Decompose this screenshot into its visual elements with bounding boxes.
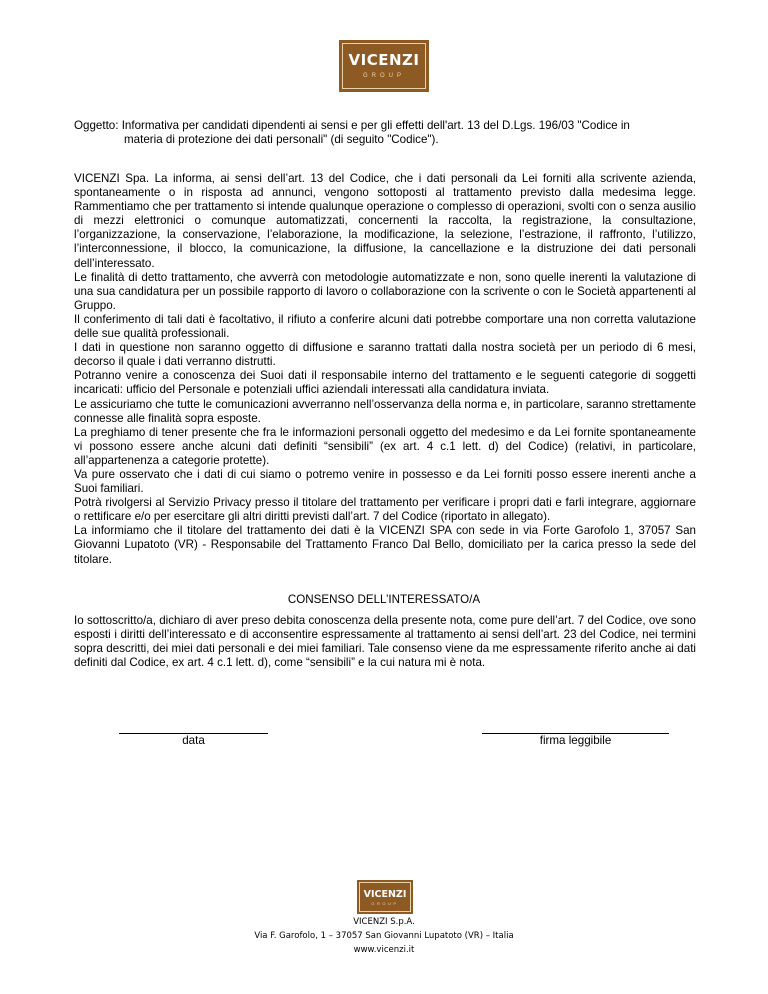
paragraph: Potrà rivolgersi al Servizio Privacy presso il titolare del trattamento per verificare i propri dati e farli integrare, aggiornare o rettificare e/o per esercitare gli altri diritti previsti dall’art. 7 del Codice (riportato in allegato).: [74, 496, 696, 524]
subject-line-2: materia di protezione dei dati personali" (di seguito "Codice").: [124, 133, 439, 146]
logo-brand: VICENZI: [348, 51, 420, 69]
vicenzi-logo: [339, 40, 429, 92]
footer-address: Via F. Garofolo, 1 – 37057 San Giovanni Lupatoto (VR) – Italia: [254, 931, 514, 941]
footer-logo-brand: VICENZI: [363, 888, 407, 900]
footer-website[interactable]: www.vicenzi.it: [353, 945, 415, 955]
paragraph: Potranno venire a conoscenza dei Suoi dati il responsabile interno del trattamento e le seguenti categorie di soggetti incaricati: ufficio del Personale e potenziali uffici aziendali interessati alla candidatura inviata.: [74, 369, 696, 397]
paragraph: La preghiamo di tener presente che fra le informazioni personali oggetto del medesimo e da Lei fornite spontaneamente vi possono essere anche alcuni dati definiti “sensibili” (ex art. 4 c.1 lett. d) del Codice) (relativi, in particolare, all’appartenenza a categorie protette).: [74, 425, 696, 467]
paragraph: Le assicuriamo che tutte le comunicazioni avverranno nell’osservanza della norma e, in particolare, saranno strettamente connesse alle finalità sopra esposte.: [74, 397, 696, 425]
signature-label: firma leggibile: [539, 734, 612, 747]
paragraph: Il conferimento di tali dati è facoltativo, il rifiuto a conferire alcuni dati potrebbe comportare una non corretta valutazione delle sue qualità professionali.: [74, 312, 696, 341]
paragraph: I dati in questione non saranno oggetto di diffusione e saranno trattati dalla nostra società per un periodo di 6 mesi, decorso il quale i dati verranno distrutti.: [74, 341, 696, 369]
consent-text: Io sottoscritto/a, dichiaro di aver preso debita conoscenza della presente nota, come pure dell’art. 7 del Codice, ove sono esposti i diritti dell’interessato e di acconsentire espressamente al trattamento ai sensi dell’art. 23 del Codice, nei termini sopra descritti, dei miei dati personali e dei miei familiari. Tale consenso viene da me espressamente riferito anche ai dati definiti dal Codice, ex art. 4 c.1 lett. d), come “sensibili” e la cui natura mi è nota.: [74, 614, 696, 670]
informativa-body: [74, 172, 696, 567]
paragraph: Le finalità di detto trattamento, che avverrà con metodologie automatizzate e non, sono quelle inerenti la valutazione di una sua candidatura per un possibile rapporto di lavoro o collaborazione con la scrivente o con le Società appartenenti al Gruppo.: [74, 270, 696, 312]
subject-line-1: Oggetto: Informativa per candidati dipendenti ai sensi e per gli effetti dell'art. 13 del D.Lgs. 196/03 "Codice in: [74, 119, 630, 132]
logo-group: GROUP: [362, 73, 405, 79]
footer-logo-group: GROUP: [371, 900, 399, 906]
footer-company: VICENZI S.p.A.: [353, 917, 415, 927]
date-label: data: [182, 734, 205, 747]
footer-logo: [357, 880, 413, 914]
paragraph: Va pure osservato che i dati di cui siamo o potremo venire in possesso e da Lei forniti posso essere inerenti anche a Suoi familiari.: [74, 467, 696, 496]
subject: [74, 119, 696, 147]
consent-title: CONSENSO DELL’INTERESSATO/A: [287, 593, 481, 606]
paragraph: VICENZI Spa. La informa, ai sensi dell’art. 13 del Codice, che i dati personali da Lei forniti alla scrivente azienda, spontaneamente o in risposta ad annunci, vengono sottoposti al trattamento previsto dalla medesima legge. Rammentiamo che per trattamento si intende qualunque operazione o complesso di operazioni, svolti con o senza ausilio di mezzi elettronici o comunque automatizzati, concernenti la raccolta, la registrazione, la consultazione, l’organizzazione, la conservazione, l’elaborazione, la modificazione, la selezione, l’estrazione, il raffronto, l’utilizzo, l’interconnessione, il blocco, la comunicazione, la diffusione, la cancellazione e la distruzione dei dati personali dell’interessato.: [74, 172, 696, 270]
paragraph: La informiamo che il titolare del trattamento dei dati è la VICENZI SPA con sede in via Forte Garofolo 1, 37057 San Giovanni Lupatoto (VR) - Responsabile del Trattamento Franco Dal Bello, domiciliato per la carica presso la sede del titolare.: [74, 524, 696, 566]
